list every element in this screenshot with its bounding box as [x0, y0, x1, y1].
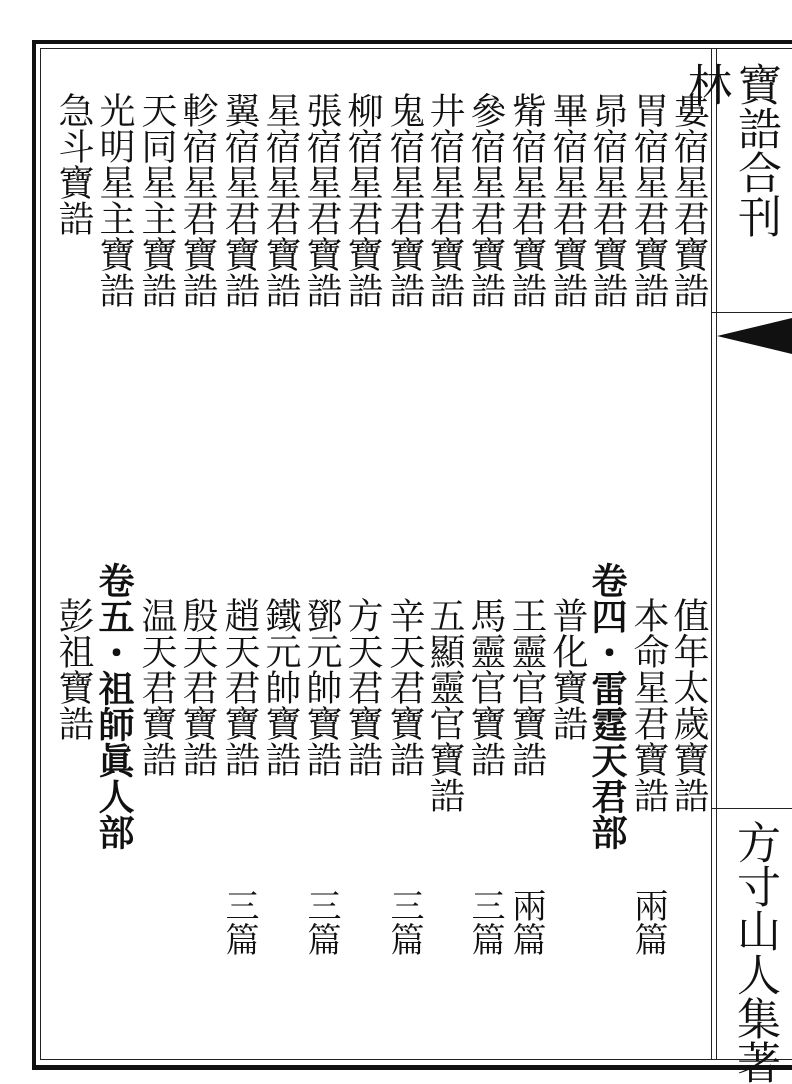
toc-entry: 胃宿星君寶誥 — [628, 92, 669, 308]
toc-entry: 翼宿星君寶誥 — [219, 92, 260, 308]
toc-entry: 本命星君寶誥 — [628, 597, 669, 813]
piece-count: 三篇 — [465, 888, 505, 956]
toc-entry: 張宿星君寶誥 — [301, 92, 342, 308]
section-heading: 卷四・雷霆天君部 — [586, 562, 628, 850]
toc-entry: 急斗寶誥 — [53, 92, 94, 236]
running-title: 寶誥合刊 林 — [680, 62, 781, 238]
fold-divider-bottom — [711, 808, 792, 809]
toc-entry: 星宿星君寶誥 — [260, 92, 301, 308]
fold-divider-top — [711, 312, 792, 313]
toc-entry: 參宿星君寶誥 — [465, 92, 506, 308]
piece-count: 三篇 — [219, 888, 259, 956]
toc-entry: 方天君寶誥 — [342, 597, 383, 777]
toc-entry: 柳宿星君寶誥 — [342, 92, 383, 308]
toc-entry: 辛天君寶誥 — [384, 597, 425, 777]
toc-entry: 天同星主寶誥 — [136, 92, 177, 308]
toc-entry: 趙天君寶誥 — [219, 597, 260, 777]
toc-entry: 值年太歲寶誥 — [668, 597, 709, 813]
piece-count: 兩篇 — [628, 888, 668, 956]
toc-entry: 軫宿星君寶誥 — [177, 92, 218, 308]
toc-entry: 彭祖寶誥 — [53, 597, 94, 741]
center-fold-line-2 — [716, 48, 717, 1060]
toc-entry: 普化寶誥 — [547, 597, 588, 741]
toc-entry: 馬靈官寶誥 — [465, 597, 506, 777]
toc-entry: 光明星主寶誥 — [94, 92, 135, 308]
author-credit: 方寸山人集著 — [729, 820, 780, 1084]
toc-entry: 温天君寶誥 — [136, 597, 177, 777]
toc-entry: 鐵元帥寶誥 — [260, 597, 301, 777]
toc-entry: 井宿星君寶誥 — [424, 92, 465, 308]
section-heading: 卷五・祖師眞人部 — [93, 562, 135, 850]
piece-count: 兩篇 — [506, 888, 546, 956]
toc-entry: 昴宿星君寶誥 — [587, 92, 628, 308]
center-fold-line — [711, 48, 712, 1060]
toc-entry: 鄧元帥寶誥 — [301, 597, 342, 777]
toc-entry: 王靈官寶誥 — [506, 597, 547, 777]
toc-entry: 觜宿星君寶誥 — [506, 92, 547, 308]
toc-entry: 五顯靈官寶誥 — [424, 597, 465, 813]
piece-count: 三篇 — [384, 888, 424, 956]
piece-count: 三篇 — [301, 888, 341, 956]
toc-entry: 婁宿星君寶誥 — [668, 92, 709, 308]
toc-entry: 畢宿星君寶誥 — [547, 92, 588, 308]
toc-entry: 殷天君寶誥 — [177, 597, 218, 777]
toc-entry: 鬼宿星君寶誥 — [384, 92, 425, 308]
